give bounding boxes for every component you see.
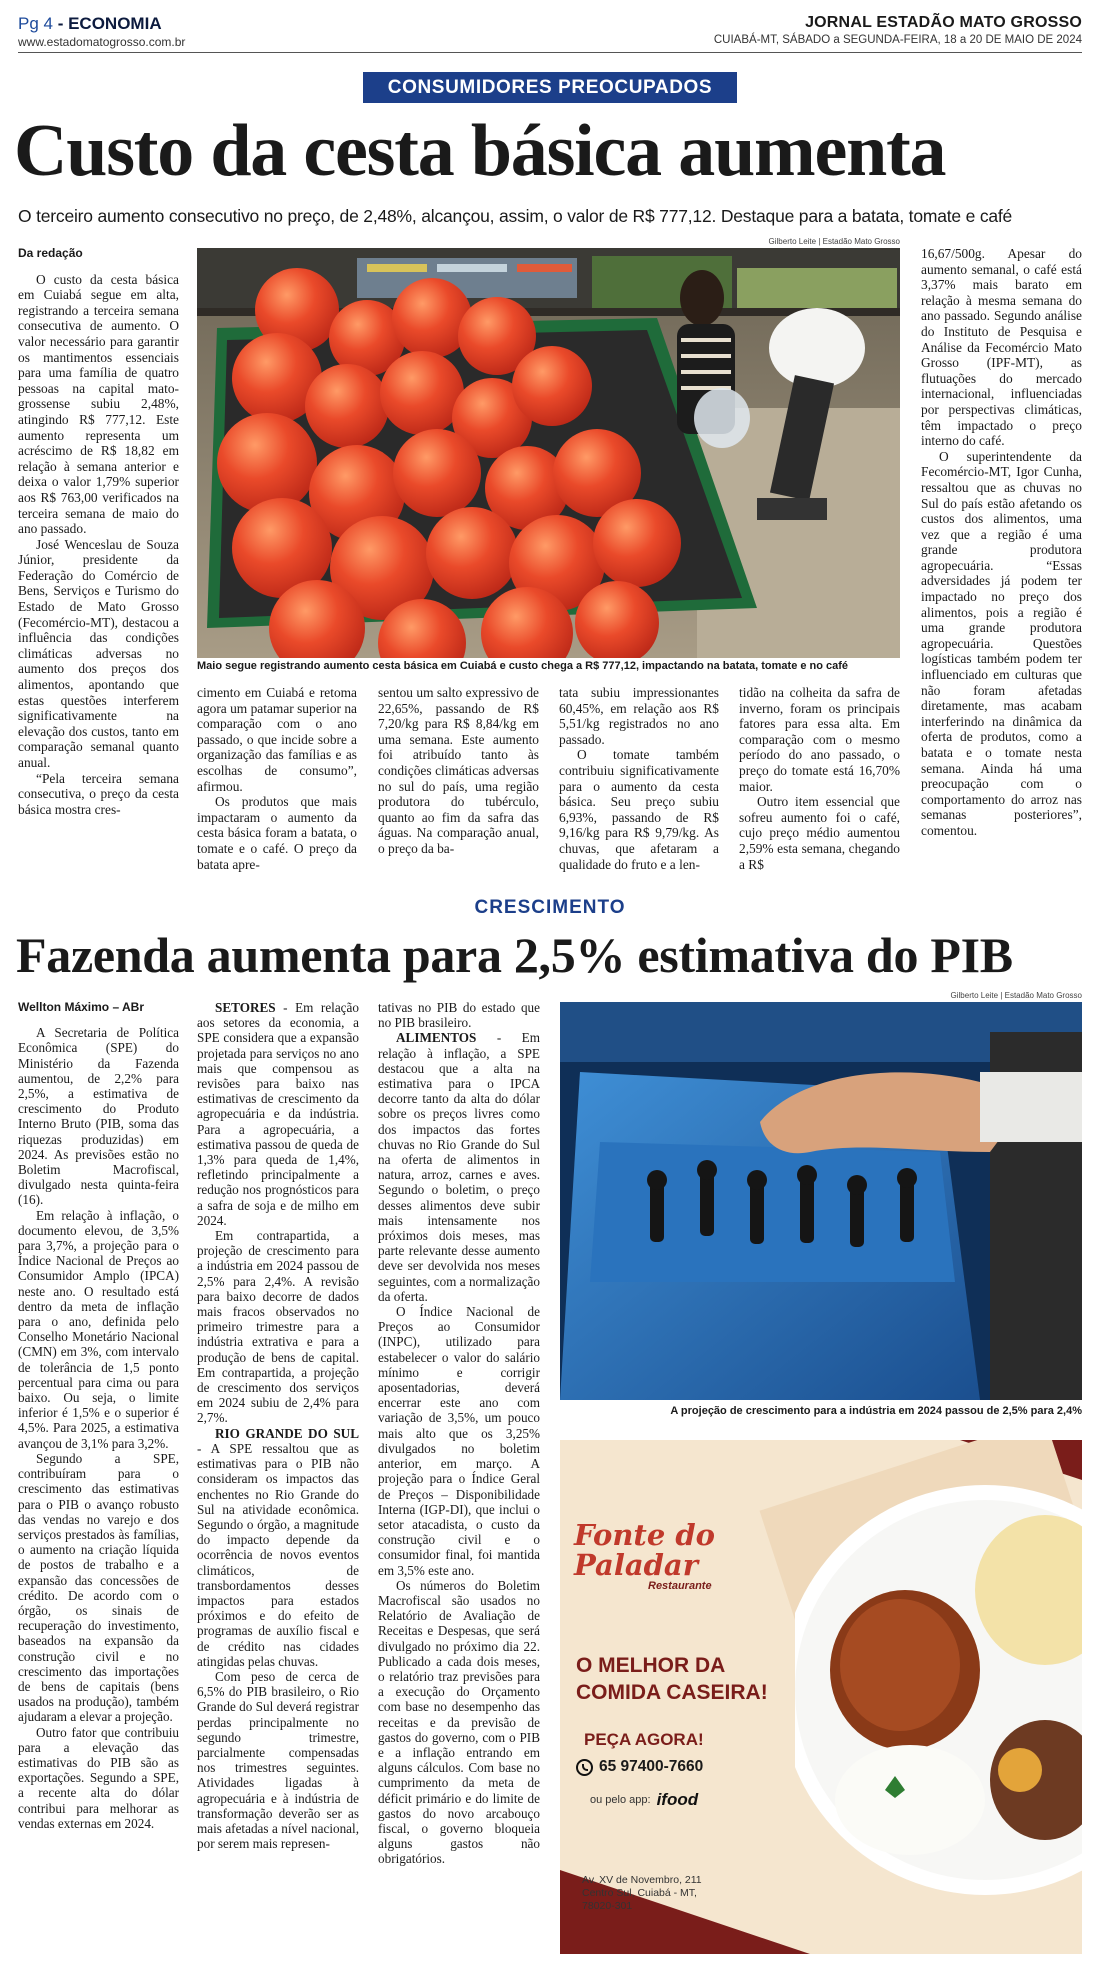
article1-column-2	[197, 685, 357, 872]
article2-column-1	[18, 1000, 179, 1831]
article1-column-1	[18, 246, 179, 817]
article2-headline: Fazenda aumenta para 2,5% estimativa do PIB	[16, 927, 1013, 983]
header-divider	[18, 52, 1082, 53]
article2-photo-caption: A projeção de crescimento para a indústria em 2024 passou de 2,5% para 2,4%	[670, 1405, 1082, 1417]
article1-paragraph: sentou um salto expressivo de 22,65%, passando de R$ 7,20/kg para R$ 8,84/kg em uma semana. Este aumento foi atribuído tanto às condições climáticas adversas no sul do país, uma região produtora do tubérculo, quanto ao fim da safra das águas. Na comparação anual, o preço da ba-	[378, 685, 539, 856]
article2-paragraph	[378, 1030, 540, 1304]
article1-paragraph: O custo da cesta básica em Cuiabá segue em alta, registrando a terceira semana consecutiva de aumento. O valor necessário para garantir os mantimentos essenciais para uma família de quatro pessoas na capital mato-grossense subiu 2,48%, atingindo R$ 777,12. Este aumento representa um acréscimo de R$ 18,82 em relação à semana anterior e deixa o valor 1,79% superior aos R$ 763,00 verificados na terceira semana de maio do ano passado.	[18, 271, 179, 537]
article1-byline: Da redação	[18, 246, 83, 260]
restaurant-advertisement[interactable]	[560, 1440, 1082, 1954]
section-name: ECONOMIA	[68, 14, 162, 33]
brand-name-line1: Fonte do	[574, 1518, 715, 1552]
article2-paragraph: O Índice Nacional de Preços ao Consumidor (INPC), utilizado para estabelecer o valor do salário mínimo e corrigir aposentadorias, deverá encerrar este ano com variação de 3,5%, um pouco mais alto que os 3,25% divulgados no boletim anterior, em março. A projeção para o Índice Geral de Preços – Disponibilidade Interna (IGP-DI), que inclui o setor atacadista, o custo da construção civil e o consumidor final, foi mantida em 3,5% este ano.	[378, 1304, 540, 1578]
ifood-logo: ifood	[656, 1790, 699, 1809]
ad-phone[interactable]	[576, 1758, 703, 1776]
page-section	[18, 14, 418, 34]
article2-paragraph: Segundo a SPE, contribuíram para o crescimento das estimativas para o PIB o avanço robusto das vendas no varejo e dos serviços prestados às famílias, o aumento na criação líquida de postos de trabalho e a expansão das concessões de crédito. De acordo com o órgão, os sinais de recuperação do investimento, baseados na expansão da construção civil e no crescimento das importações de bens de capitais (bens usados na produção), também ajudaram a elevar a projeção.	[18, 1450, 179, 1725]
page-header-left	[18, 14, 418, 49]
article1-photo-tomatoes	[197, 248, 900, 658]
article2-paragraph: tativas no PIB do estado que no PIB brasileiro.	[378, 1000, 540, 1031]
whatsapp-icon	[576, 1759, 593, 1776]
article1-paragraph: Outro item essencial que sofreu aumento foi o café, cujo preço médio aumentou 2,59% esta semana, chegando a R$	[739, 794, 900, 872]
article1-kicker: CONSUMIDORES PREOCUPADOS	[363, 72, 737, 103]
article1-paragraph: tidão na colheita da safra de inverno, foram os principais fatores para essa alta. Em comparação com o mesmo período do ano passado, o preço do tomate está 16,70% maior.	[739, 685, 900, 794]
article1-subheadline: O terceiro aumento consecutivo no preço, de 2,48%, alcançou, assim, o valor de R$ 777,12. Destaque para a batata, tomate e café	[18, 206, 1013, 226]
article2-byline: Wellton Máximo – ABr	[18, 1000, 145, 1014]
dateline: CUIABÁ-MT, SÁBADO a SEGUNDA-FEIRA, 18 a 20 DE MAIO DE 2024	[713, 34, 1082, 46]
article1-paragraph: 16,67/500g. Apesar do aumento semanal, o café está 3,37% mais barato em relação à mesma semana do ano passado. Segundo análise do Instituto de Pesquisa e Análise da Fecomércio Mato Grosso (IPF-MT), as flutuações do mercado internacional, influenciadas por perspectivas climáticas, têm impactado o preço interno do café.	[921, 246, 1082, 449]
brand-name-line2: Paladar	[574, 1548, 698, 1582]
article2-text: - Em relação à inflação, a SPE destacou que a alta na estimativa para o IPCA decorre tanto da alta do dólar sobre os preços livres como dos impactos das fortes chuvas no Rio Grande do Sul na oferta de alimentos in natura, arroz, carnes e aves. Segundo o boletim, o preço desses alimentos deve subir mais intensamente nos próximos dois meses, mas parte relevante desse aumento deve ser devolvida nos meses seguintes, com a normalização da oferta.	[378, 1030, 540, 1304]
page-number: Pg 4	[18, 14, 53, 33]
article2-paragraph: Os números do Boletim Macrofiscal são usados no Relatório de Avaliação de Receitas e Despesas, que será divulgado no próximo dia 22. Publicado a cada dois meses, o relatório traz previsões para a execução do Orçamento com base no desempenho das receitas e da previsão de gastos do governo, com o PIB e a inflação entrando em alguns cálculos. Com base no cumprimento da meta de déficit primário e do limite de gastos do novo arcabouço fiscal, o governo bloqueia alguns gastos não obrigatórios.	[378, 1577, 540, 1867]
article1-paragraph: O tomate também contribuiu significativamente para o aumento da cesta básica. Seu preço subiu 6,93%, passando de R$ 9,16/kg para R$ 9,79/kg. As chuvas, que afetaram a qualidade do fruto e a len-	[559, 747, 719, 872]
brand-subtitle: Restaurante	[648, 1580, 712, 1592]
article2-text: - A SPE ressaltou que as estimativas para o PIB não consideram os impactos das enchentes no Rio Grande do Sul na atividade econômica. Segundo o órgão, a magnitude do impacto depende da ocorrência de novos eventos climáticos, de transbordamentos desses impactos para estados próximos e do efeito de programas de auxílio fiscal e de crédito nas cidades atingidas pelas chuvas.	[197, 1440, 359, 1669]
article1-headline: Custo da cesta básica aumenta	[14, 110, 946, 192]
article1-paragraph: José Wenceslau de Souza Júnior, presidente da Federação do Comércio de Bens, Serviços e Turismo do Estado de Mato Grosso (Fecomércio-MT), destacou a influência das condições climáticas adversas no aumento dos preços dos alimentos, apontando que estas questões interferem significativamente na elevação dos custos, tanto em comparação semanal quanto anual.	[18, 536, 179, 770]
article2-kicker: CRESCIMENTO	[474, 897, 626, 918]
article2-photo-industry	[560, 1002, 1082, 1400]
article1-column-5	[739, 685, 900, 872]
subhead-rio-grande-do-sul: RIO GRANDE DO SUL	[215, 1425, 359, 1441]
subhead-alimentos: ALIMENTOS	[396, 1030, 477, 1046]
article2-paragraph	[197, 1426, 359, 1669]
slogan-line2: COMIDA CASEIRA!	[576, 1681, 768, 1704]
article1-paragraph: “Pela terceira semana consecutiva, o preço da cesta básica mostra cres-	[18, 770, 179, 817]
phone-number: 65 97400-7660	[599, 1758, 704, 1775]
slogan-line1: O MELHOR DA	[576, 1654, 726, 1677]
page-header-right	[642, 14, 1082, 46]
ad-app-link[interactable]	[590, 1790, 698, 1810]
website-url: www.estadomatogrosso.com.br	[18, 35, 186, 49]
article2-paragraph: Com peso de cerca de 6,5% do PIB brasileiro, o Rio Grande do Sul deverá registrar perdas principalmente no segundo trimestre, parcialmente compensadas nos trimestres seguintes. Atividades ligadas à agropecuária e à indústria de transformação deverão ser as mais afetadas a nível nacional, por serem mais represen-	[197, 1668, 359, 1852]
article2-column-2	[197, 1000, 359, 1851]
ad-order-call: PEÇA AGORA!	[584, 1730, 704, 1749]
article2-photo-credit: Gilberto Leite | Estadão Mato Grosso	[950, 991, 1082, 1000]
article2-column-3	[378, 1000, 540, 1867]
ad-brand-logo	[574, 1520, 814, 1592]
newspaper-name: JORNAL ESTADÃO MATO GROSSO	[805, 14, 1082, 31]
article2-paragraph: Outro fator que contribuiu para a elevação das estimativas do PIB são as exportações. Segundo a SPE, a recente alta do dólar contribui para melhorar as vendas externas em 2024.	[18, 1724, 179, 1831]
article1-column-4	[559, 685, 719, 872]
address-line1: Av. XV de Novembro, 211	[582, 1874, 702, 1886]
supermarket-photo	[197, 248, 900, 658]
ad-address	[582, 1874, 762, 1913]
article1-paragraph: Os produtos que mais impactaram o aumento da cesta básica foram a batata, o tomate e o café. O preço da batata apre-	[197, 794, 357, 872]
article2-paragraph: A Secretaria de Política Econômica (SPE) do Ministério da Fazenda aumentou, de 2,2% para 2,5%, a estimativa de crescimento do Produto Interno Bruto (PIB, soma das riquezas produzidas) em 2024. As previsões estão no Boletim Macrofiscal, divulgado nesta quinta-feira (16).	[18, 1025, 179, 1208]
article2-paragraph	[197, 1000, 359, 1228]
article1-paragraph: tata subiu impressionantes 60,45%, em relação aos R$ 5,51/kg registrados no ano passado.	[559, 685, 719, 747]
food-plate-illustration	[795, 1480, 1082, 1900]
article2-text: - Em relação aos setores da economia, a SPE considera que a expansão projetada para serviços no ano mais que compensou as revisões para baixo nas estimativas de crescimento da agropecuária e da indústria. Para a agropecuária, a estimativa passou de queda de 1,3% para queda de 1,4%, refletindo principalmente a redução nos prognósticos para a safra de soja e de milho em 2024.	[197, 1000, 359, 1228]
article1-photo-credit: Gilberto Leite | Estadão Mato Grosso	[768, 237, 900, 246]
header-separator: -	[52, 14, 69, 33]
address-line2: Centro Sul, Cuiabá - MT,	[582, 1887, 697, 1899]
app-label: ou pelo app:	[590, 1794, 651, 1806]
article2-paragraph: Em relação à inflação, o documento elevou, de 3,5% para 3,7%, a projeção para o Índice Nacional de Preços ao Consumidor Amplo (IPCA) neste ano. O resultado está dentro da meta de inflação para o ano, definida pelo Conselho Monetário Nacional (CMN) em 3%, com intervalo de tolerância de 1,5 ponto percentual para cima ou para baixo. Ou seja, o limite inferior é 1,5% e o superior é 4,5%. Para 2025, a estimativa avançou de 3,1% para 3,2%.	[18, 1207, 179, 1451]
article1-paragraph: O superintendente da Fecomércio-MT, Igor Cunha, ressaltou que as chuvas no Sul do país estão afetando os custos dos alimentos, uma vez que a região é uma grande produtora agropecuária. “Essas adversidades já podem ter impactado no preço dos alimentos, pois a região é uma grande produtora agropecuária. Questões logísticas também podem ter influenciado em culturas que não foram afetadas diretamente, mas acabam interferindo na dinâmica da oferta de produtos, como a batata e o tomate nesta semana. Ainda há uma preocupação com o comportamento do arroz nas semanas posteriores”, comentou.	[921, 448, 1082, 838]
article1-column-6	[921, 246, 1082, 839]
article1-column-3	[378, 685, 539, 857]
industrial-machine-photo	[560, 1002, 1082, 1400]
article1-photo-caption: Maio segue registrando aumento cesta básica em Cuiabá e custo chega a R$ 777,12, impactando na batata, tomate e no café	[197, 660, 849, 672]
article2-paragraph: Em contrapartida, a projeção de crescimento para a indústria em 2024 passou de 2,5% para 2,4%. A revisão para baixo decorre de dados mais fracos observados no primeiro trimestre para a indústria extrativa e para a produção de bens de capital. Em contrapartida, a projeção de crescimento dos serviços em 2024 subiu de 2,4% para 2,7%.	[197, 1228, 359, 1426]
ad-slogan	[576, 1652, 806, 1706]
article1-paragraph: cimento em Cuiabá e retoma agora um patamar superior na comparação com o ano passado, o que incide sobre a organização das famílias e as escolhas de consumo”, afirmou.	[197, 685, 357, 794]
address-line3: 78020-301	[582, 1900, 633, 1912]
subhead-setores: SETORES	[215, 1000, 276, 1015]
